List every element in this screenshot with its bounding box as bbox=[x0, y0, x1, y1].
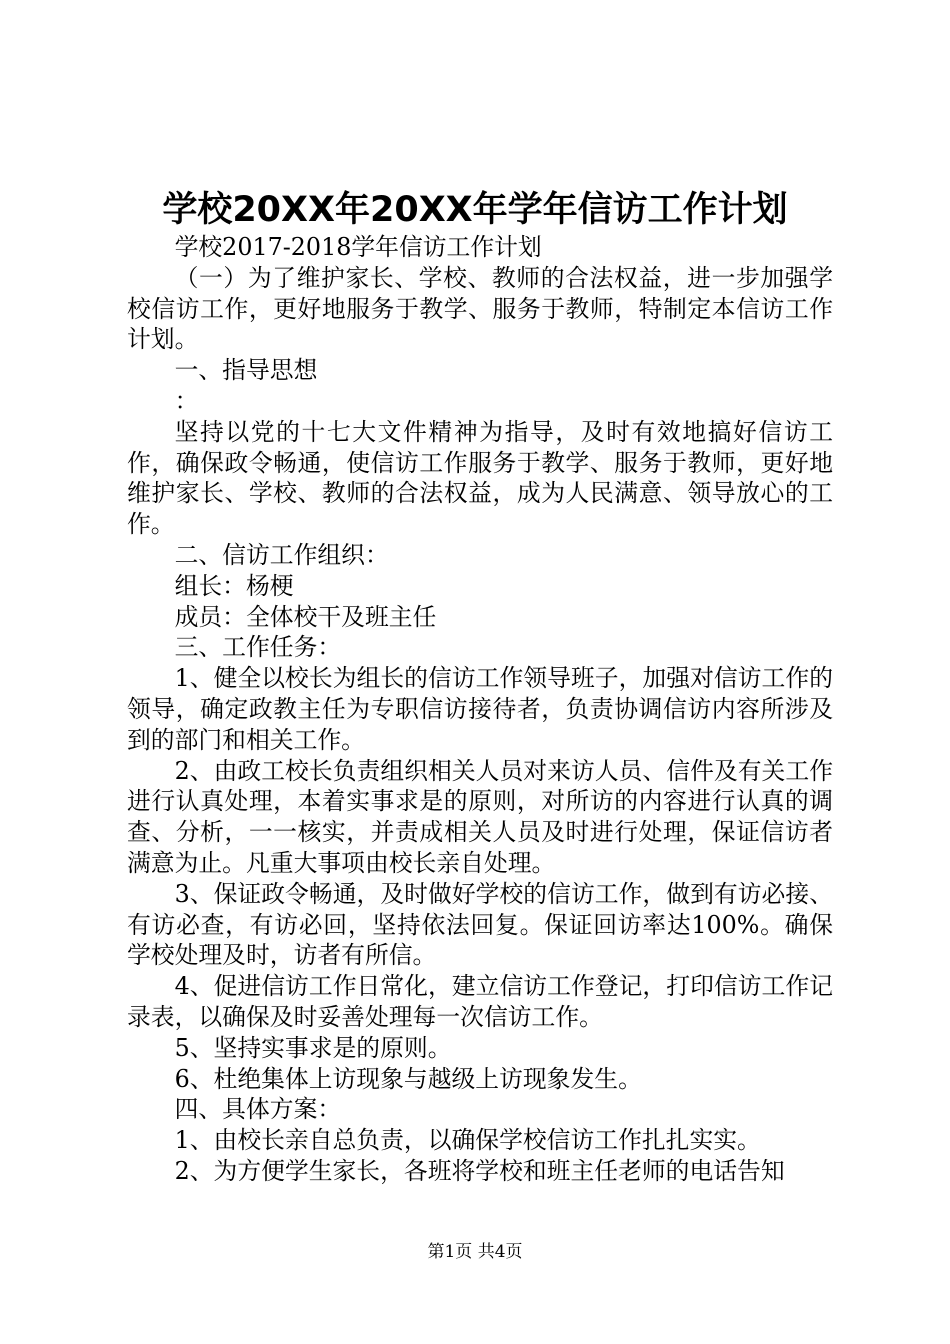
list-item: 2、由政工校长负责组织相关人员对来访人员、信件及有关工作进行认真处理，本着实事求是的原则，对所访的内容进行认真的调查、分析，一一核实，并责成相关人员及时进行处理，保证信访者满意为止。凡重大事项由校长亲自处理。 bbox=[127, 756, 833, 877]
paragraph: 组长：杨梗 bbox=[174, 571, 294, 600]
section-heading: 四、具体方案： bbox=[174, 1095, 342, 1124]
paragraph: （一）为了维护家长、学校、教师的合法权益，进一步加强学校信访工作，更好地服务于教学、服务于教师，特制定本信访工作计划。 bbox=[127, 263, 833, 354]
document-body bbox=[127, 232, 833, 1187]
list-item: 1、由校长亲自总负责，以确保学校信访工作扎扎实实。 bbox=[174, 1126, 761, 1155]
list-item: 3、保证政令畅通，及时做好学校的信访工作，做到有访必接、有访必查，有访必回，坚持依法回复。保证回访率达100%。确保学校处理及时，访者有所信。 bbox=[127, 879, 833, 970]
paragraph: ： bbox=[174, 386, 199, 415]
paragraph: 成员：全体校干及班主任 bbox=[174, 602, 437, 631]
list-item: 5、坚持实事求是的原则。 bbox=[174, 1033, 452, 1062]
section-heading: 三、工作任务： bbox=[174, 633, 342, 662]
list-item: 6、杜绝集体上访现象与越级上访现象发生。 bbox=[174, 1064, 642, 1093]
list-item: 2、为方便学生家长，各班将学校和班主任老师的电话告知 bbox=[174, 1156, 785, 1185]
page-number: 第1页 共4页 bbox=[427, 1242, 523, 1262]
paragraph: 学校2017-2018学年信访工作计划 bbox=[174, 233, 542, 261]
section-heading: 一、指导思想 bbox=[174, 356, 318, 385]
section-heading: 二、信访工作组织： bbox=[174, 540, 389, 569]
paragraph: 坚持以党的十七大文件精神为指导，及时有效地搞好信访工作，确保政令畅通，使信访工作服务于教学、服务于教师，更好地维护家长、学校、教师的合法权益，成为人民满意、领导放心的工作。 bbox=[127, 417, 833, 539]
document-title: 学校20XX年20XX年学年信访工作计划 bbox=[162, 190, 788, 230]
list-item: 1、健全以校长为组长的信访工作领导班子，加强对信访工作的领导，确定政教主任为专职信访接待者，负责协调信访内容所涉及到的部门和相关工作。 bbox=[127, 664, 833, 754]
list-item: 4、促进信访工作日常化，建立信访工作登记，打印信访工作记录表，以确保及时妥善处理每一次信访工作。 bbox=[127, 972, 833, 1031]
